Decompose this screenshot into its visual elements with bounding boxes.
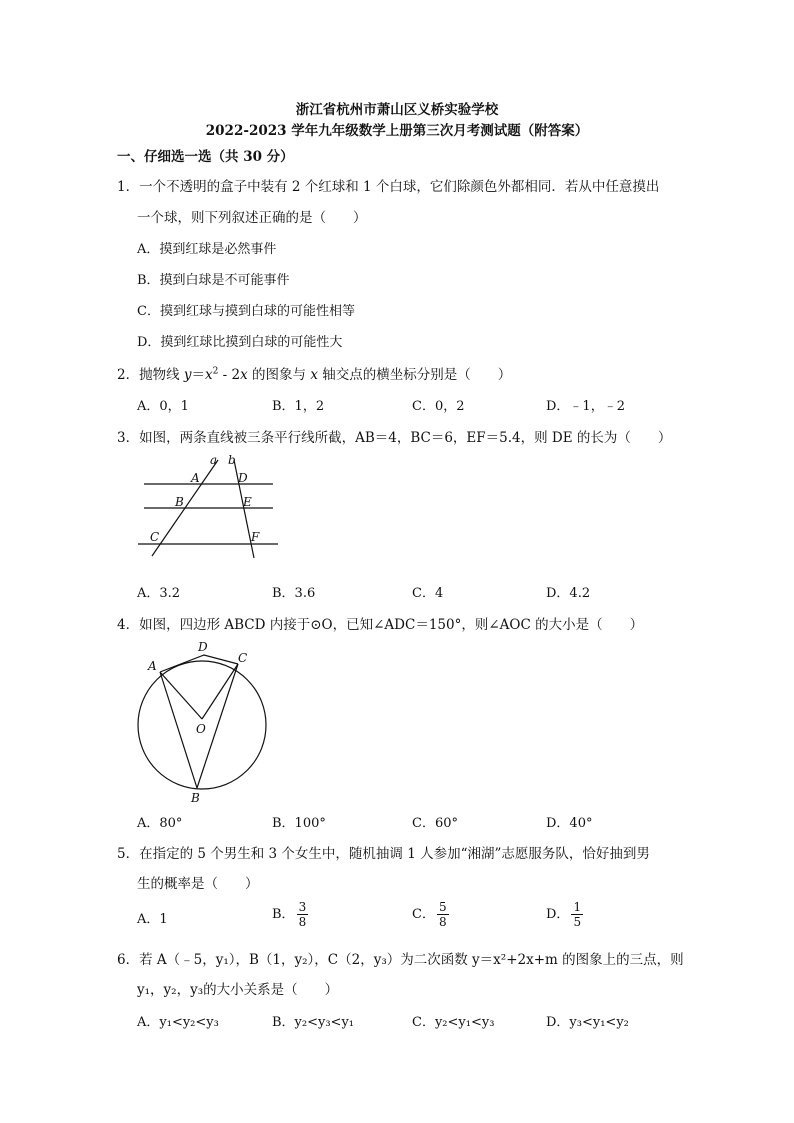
page-subtitle: 2022-2023 学年九年级数学上册第三次月考测试题（附答案） [205, 123, 589, 139]
section-heading: 一、仔细选一选（共 30 分） [117, 149, 294, 165]
label-E: E [243, 495, 252, 509]
question-1-option-c: C．摸到红球与摸到白球的可能性相等 [137, 304, 355, 319]
question-2-option-b: B．1，2 [272, 399, 325, 414]
option-c-label: C． [412, 907, 435, 922]
expr-y: y [183, 367, 192, 383]
fraction-d-denominator: 5 [573, 915, 582, 929]
question-4-option-b: B．100° [272, 816, 326, 831]
label-C: C [238, 651, 248, 665]
question-6-option-c: C．y₂<y₁<y₃ [412, 1015, 495, 1030]
fraction-c-numerator: 5 [438, 900, 447, 914]
question-1-text-line1: 1．一个不透明的盒子中装有 2 个红球和 1 个白球，它们除颜色外都相同．若从中任意摸出 [117, 179, 660, 195]
radius-oa [160, 672, 202, 719]
question-5-option-a: A．1 [137, 912, 168, 927]
option-d-label: D． [546, 907, 570, 922]
question-4-option-d: D．40° [546, 816, 593, 831]
label-C: C [150, 530, 160, 544]
question-5-option-d [546, 900, 583, 929]
fraction-b [297, 900, 309, 929]
question-1-option-b: B．摸到白球是不可能事件 [137, 273, 290, 288]
question-2-option-a: A．0，1 [137, 399, 189, 414]
circle-quadrilateral-figure [130, 635, 280, 805]
question-6-text-line1: 6．若 A（﹣5，y₁），B（1，y₂），C（2，y₃）为二次函数 y＝x²+2x+m 的图象上的三点，则 [117, 952, 684, 968]
question-2-text [117, 363, 511, 383]
label-B: B [191, 791, 200, 805]
question-6-text-line2: y₁，y₂，y₃的大小关系是（ ） [137, 982, 339, 998]
chords-adc [160, 655, 238, 672]
question-3-text: 3．如图，两条直线被三条平行线所截，AB＝4，BC＝6，EF＝5.4，则 DE 的长为（ ） [117, 430, 672, 446]
label-a: a [210, 453, 218, 467]
option-b-label: B． [272, 907, 295, 922]
question-2-text-post: 的图象与 [247, 367, 311, 383]
expr-eq: ＝ [191, 367, 206, 383]
question-4-option-c: C．60° [412, 816, 458, 831]
question-3-option-a: A．3.2 [137, 586, 181, 601]
label-b: b [228, 453, 236, 467]
expr-x2: x [240, 367, 248, 383]
question-3-option-b: B．3.6 [272, 586, 316, 601]
page-title: 浙江省杭州市萧山区义桥实验学校 [295, 102, 499, 118]
radius-oc [202, 664, 238, 719]
expr-exponent: 2 [212, 366, 219, 377]
label-A: A [191, 471, 200, 485]
parallel-lines-figure [130, 450, 290, 560]
fraction-d [571, 900, 583, 929]
question-6-option-d: D．y₃<y₁<y₂ [546, 1015, 629, 1030]
label-D: D [238, 471, 248, 485]
chord-ab [160, 672, 197, 788]
label-O: O [196, 722, 206, 736]
fraction-c [437, 900, 449, 929]
question-2-text-end: 轴交点的横坐标分别是（ ） [317, 367, 512, 383]
question-1-option-d: D．摸到红球比摸到白球的可能性大 [137, 335, 343, 350]
question-5-option-b [272, 900, 308, 929]
label-F: F [251, 530, 260, 544]
question-2-option-c: C．0，2 [412, 399, 465, 414]
question-2-text-pre: 2．抛物线 [117, 367, 184, 383]
fraction-c-denominator: 8 [438, 915, 447, 929]
question-2-option-d: D．﹣1，﹣2 [546, 399, 625, 414]
question-1-option-a: A．摸到红球是必然事件 [137, 242, 277, 257]
fraction-b-denominator: 8 [298, 915, 307, 929]
question-6-option-b: B．y₂<y₃<y₁ [272, 1015, 355, 1030]
expr-x: x [205, 367, 213, 383]
question-6-option-a: A．y₁<y₂<y₃ [137, 1015, 219, 1030]
question-4-option-a: A．80° [137, 816, 183, 831]
label-D: D [198, 640, 208, 654]
label-A: A [148, 659, 157, 673]
question-3-option-c: C．4 [412, 586, 444, 601]
question-5-text-line1: 5．在指定的 5 个男生和 3 个女生中，随机抽调 1 人参加“湘湖”志愿服务队，恰好抽到男 [117, 846, 650, 862]
question-1-text-line2: 一个球，则下列叙述正确的是（ ） [137, 210, 367, 226]
question-3-option-d: D．4.2 [546, 586, 591, 601]
expr-minus: - 2 [218, 367, 241, 383]
question-5-option-c [412, 900, 449, 929]
question-4-text: 4．如图，四边形 ABCD 内接于⊙O，已知∠ADC＝150°，则∠AOC 的大小是（ ） [117, 617, 644, 633]
fraction-b-numerator: 3 [298, 900, 307, 914]
question-5-text-line2: 生的概率是（ ） [137, 876, 259, 892]
fraction-d-numerator: 1 [573, 900, 582, 914]
label-B: B [175, 495, 184, 509]
expr-axis: x [310, 367, 318, 383]
